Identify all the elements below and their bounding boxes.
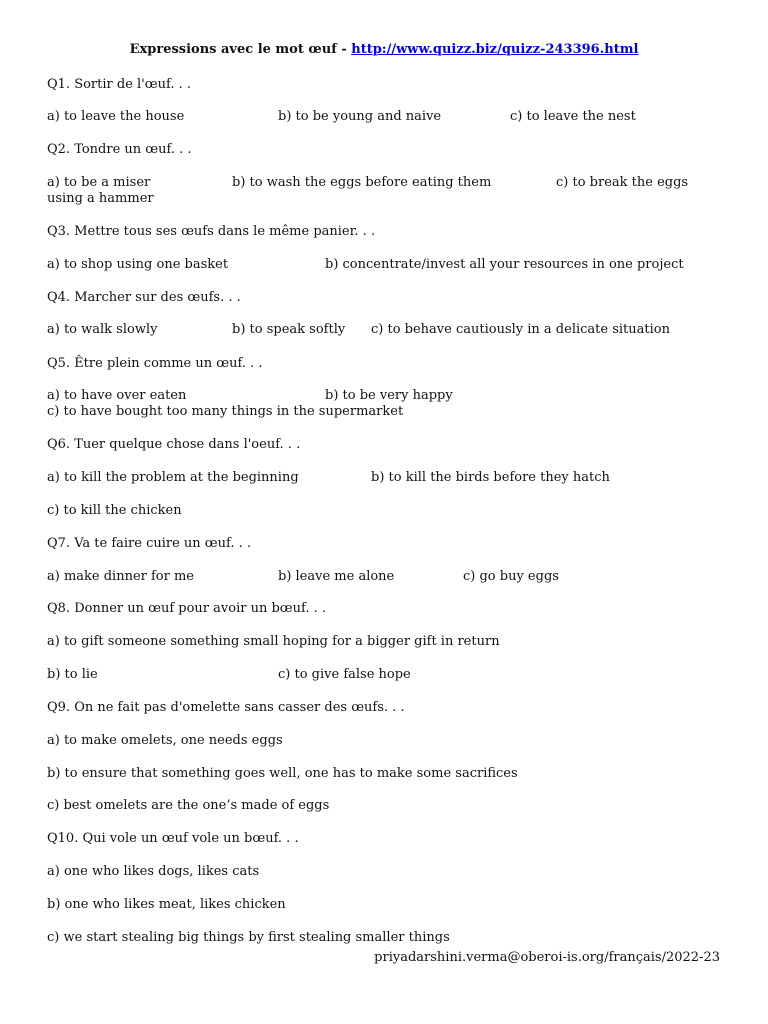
q4-option-c: c) to behave cautiously in a delicate situation: [371, 322, 670, 337]
q2-option-a: a) to be a miser: [47, 175, 151, 190]
q1-option-b: b) to be young and naive: [278, 109, 442, 124]
question-7: Q7. Va te faire cuire un œuf. . .: [47, 536, 252, 551]
q1-option-c: c) to leave the nest: [510, 109, 636, 124]
q5-option-c: c) to have bought too many things in the supermarket: [47, 404, 404, 419]
q6-option-a: a) to kill the problem at the beginning: [47, 470, 299, 485]
question-1: Q1. Sortir de l'œuf. . .: [47, 77, 191, 92]
q6-option-c: c) to kill the chicken: [47, 503, 182, 518]
q10-option-a: a) one who likes dogs, likes cats: [47, 864, 260, 879]
question-2: Q2. Tondre un œuf. . .: [47, 142, 192, 157]
q3-option-a: a) to shop using one basket: [47, 257, 229, 272]
title-text: Expressions avec le mot œuf -: [129, 42, 352, 57]
q2-option-b: b) to wash the eggs before eating them: [232, 175, 492, 190]
q10-option-b: b) one who likes meat, likes chicken: [47, 897, 286, 912]
question-6: Q6. Tuer quelque chose dans l'oeuf. . .: [47, 437, 301, 452]
q8-option-c: c) to give false hope: [278, 667, 411, 682]
q5-option-a: a) to have over eaten: [47, 388, 187, 403]
q8-option-a: a) to gift someone something small hoping for a bigger gift in return: [47, 634, 500, 649]
footer-credit: priyadarshini.verma@oberoi-is.org/français/2022-23: [374, 950, 720, 965]
question-5: Q5. Être plein comme un œuf. . .: [47, 356, 263, 371]
q8-option-b: b) to lie: [47, 667, 98, 682]
question-9: Q9. On ne fait pas d'omelette sans casser des œufs. . .: [47, 700, 405, 715]
question-3: Q3. Mettre tous ses œufs dans le même panier. . .: [47, 224, 376, 239]
q7-option-a: a) make dinner for me: [47, 569, 195, 584]
q7-option-c: c) go buy eggs: [463, 569, 559, 584]
question-10: Q10. Qui vole un œuf vole un bœuf. . .: [47, 831, 299, 846]
q6-option-b: b) to kill the birds before they hatch: [371, 470, 610, 485]
q5-option-b: b) to be very happy: [325, 388, 453, 403]
q7-option-b: b) leave me alone: [278, 569, 395, 584]
q2-option-c: c) to break the eggs: [556, 175, 689, 190]
quiz-link[interactable]: http://www.quizz.biz/quizz-243396.html: [351, 42, 639, 57]
q3-option-b: b) concentrate/invest all your resources in one project: [325, 257, 684, 272]
document-title: [0, 42, 768, 57]
q10-option-c: c) we start stealing big things by first stealing smaller things: [47, 930, 450, 945]
q9-option-c: c) best omelets are the one’s made of eggs: [47, 798, 330, 813]
q9-option-a: a) to make omelets, one needs eggs: [47, 733, 283, 748]
question-4: Q4. Marcher sur des œufs. . .: [47, 290, 241, 305]
q4-option-b: b) to speak softly: [232, 322, 346, 337]
q4-option-a: a) to walk slowly: [47, 322, 158, 337]
question-8: Q8. Donner un œuf pour avoir un bœuf. . .: [47, 601, 327, 616]
q2-option-c-continued: using a hammer: [47, 191, 154, 206]
q1-option-a: a) to leave the house: [47, 109, 185, 124]
q9-option-b: b) to ensure that something goes well, one has to make some sacrifices: [47, 766, 518, 781]
